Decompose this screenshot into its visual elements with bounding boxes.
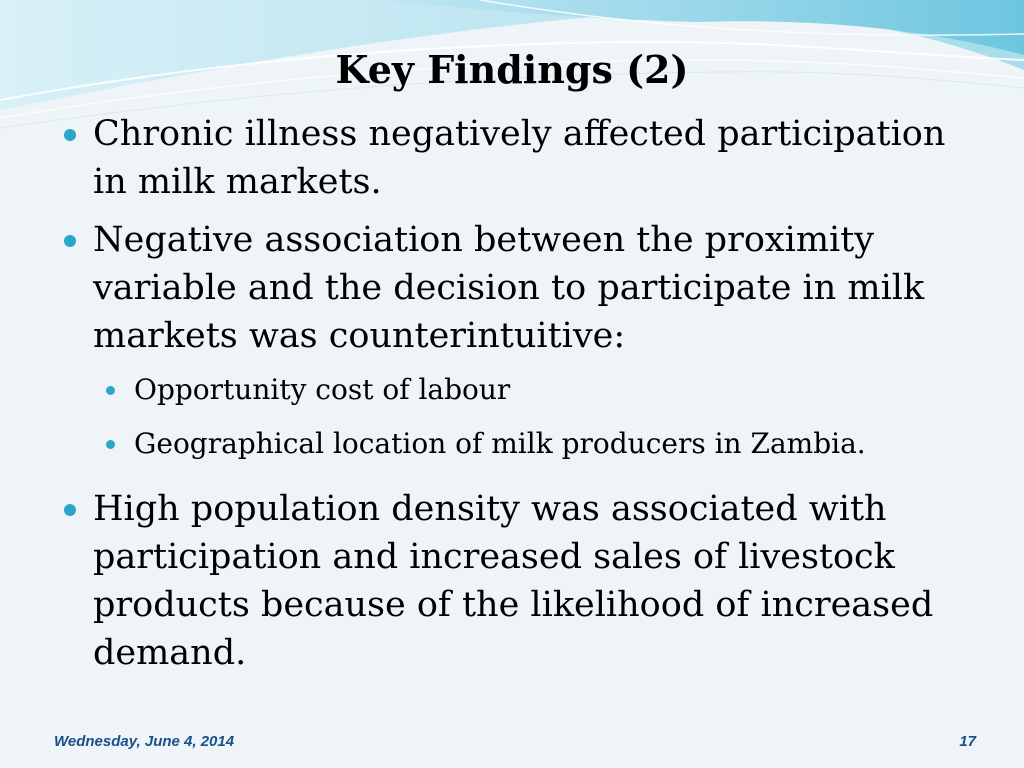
bullet-icon <box>64 235 76 247</box>
bullet-item <box>64 216 984 360</box>
bullet-list <box>64 110 984 687</box>
bullet-icon <box>64 129 76 141</box>
bullet-icon <box>106 440 115 449</box>
bullet-text: Chronic illness negatively affected participation in milk markets. <box>93 114 946 202</box>
sub-bullet-item <box>106 424 984 463</box>
sub-bullet-item <box>106 370 984 409</box>
bullet-text: High population density was associated with participation and increased sales of livestock products because of the likelihood of increased demand. <box>93 489 934 673</box>
bullet-icon <box>64 504 76 516</box>
page-number: 17 <box>959 733 976 750</box>
bullet-text: Negative association between the proximity variable and the decision to participate in milk markets was counterintuitive: <box>93 220 925 356</box>
slide-title: Key Findings (2) <box>335 47 689 92</box>
footer-date: Wednesday, June 4, 2014 <box>54 733 235 750</box>
bullet-icon <box>106 386 115 395</box>
bullet-item <box>64 110 984 206</box>
bullet-item <box>64 485 984 677</box>
sub-bullet-text: Opportunity cost of labour <box>134 373 511 406</box>
sub-bullet-text: Geographical location of milk producers in Zambia. <box>134 427 866 460</box>
